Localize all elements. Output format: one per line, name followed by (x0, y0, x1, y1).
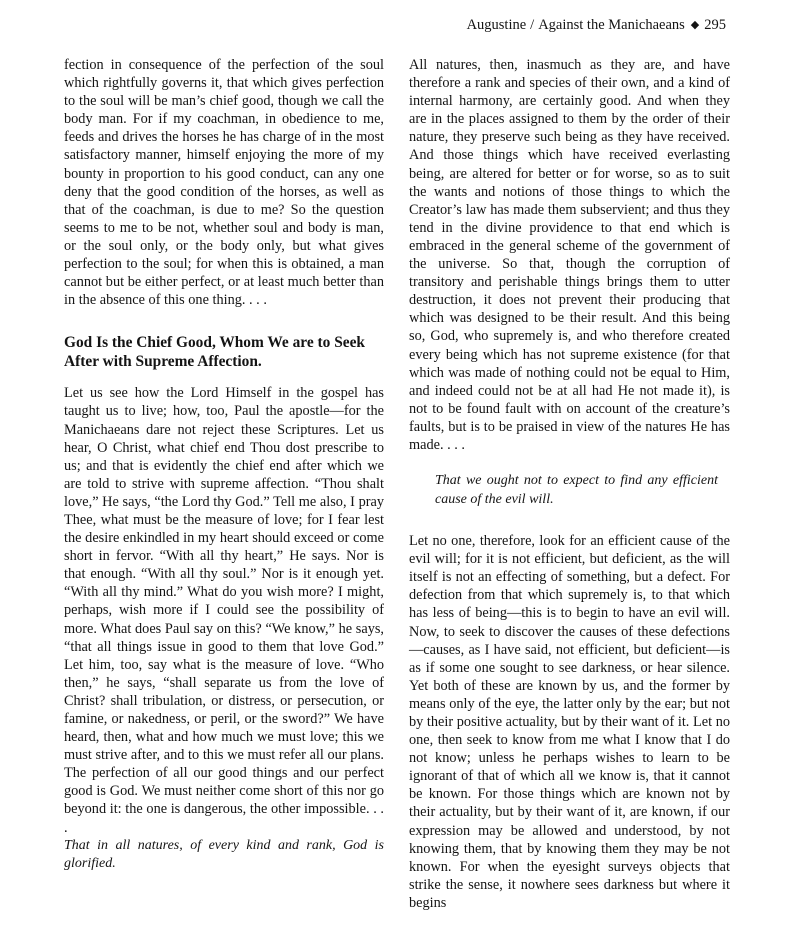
running-head-title: Against the Manichaeans (538, 17, 685, 33)
right-epigraph: That we ought not to expect to find any efficient cause of the evil will. (435, 473, 718, 507)
running-head (467, 17, 726, 34)
diamond-ornament-icon: ◆ (690, 19, 700, 31)
right-paragraph-2: Let no one, therefore, look for an efficient cause of the evil will; for it is not efficient, but deficient, as the will itself is not an effecting of something, but a defect. For defection from that which supremely is, to that which has less of being—this is to begin to have an evil will. Now, to seek to discover the causes of these defections—causes, as I have said, not efficient, but deficient—is as if some one sought to see darkness, or hear silence. Yet both of these are known by us, and the former by means only of the eye, the latter only by the ear; but not by their positive actuality, but by their want of it. Let no one, then seek to know from me what I know that I do not know; unless he perhaps wishes to learn to be ignorant of that of which all we know is, that it cannot be known. For those things which are known not by their actuality, but by their want of it, are known, if our expression may be allowed and understood, by not knowing them, that by knowing them they may be not known. For when the eyesight surveys objects that strike the sense, it nowhere sees darkness but where it begins (409, 533, 730, 911)
left-column (64, 56, 384, 874)
left-paragraph-2: Let us see how the Lord Himself in the gospel has taught us to live; how, too, Paul the apostle—for the Manichaeans dare not reject these Scriptures. Let us hear, O Christ, what chief end Thou dost prescribe to us; and that is evidently the chief end after which we are told to strive with supreme affection. “Thou shalt love,” He says, “the Lord thy God.” Tell me also, I pray Thee, what must be the measure of love; for I fear lest the desire enkindled in my heart should exceed or come short in fervor. “With all thy heart,” He says. Nor is that enough. “With all thy soul.” Nor is it enough yet. “With all thy mind.” What do you wish more? I might, perhaps, wish more if I could see the possibility of more. What does Paul say on this? “We know,” he says, “that all things issue in good to them that love God.” Let him, too, say what is the measure of love. “Who then,” he says, “shall separate us from the love of Christ? shall tribulation, or distress, or persecution, or famine, or nakedness, or peril, or the sword?” We have heard, then, what and how much we must love; this we must strive after, and to this we must refer all our plans. The perfection of all our good things and our perfect good is God. We must neither come short of this nor go beyond it: the one is dangerous, the other impossible. . . . (64, 385, 384, 836)
left-epigraph: That in all natures, of every kind and rank, God is glorified. (64, 837, 384, 872)
right-paragraph-1: All natures, then, inasmuch as they are, and have therefore a rank and species of their own, and a kind of internal harmony, are certainly good. And when they are in the places assigned to them by the order of their nature, they preserve such being as they have received. And those things which have received everlasting being, are altered for better or for worse, so as to suit the wants and notions of those things to which the Creator’s law has made them subservient; and thus they tend in the divine providence to that end which is embraced in the general scheme of the government of the universe. So that, though the corruption of transitory and perishable things brings them to utter destruction, it does not prevent their producing that which was designed to be their result. And this being so, God, who supremely is, and who therefore created every being which has not supreme existence (for that which was made of nothing could not be equal to Him, and indeed could not be at all had He not made it), is not to be found fault with on account of the creature’s faults, but is to be praised in view of the natures He has made. . . . (409, 57, 730, 453)
running-head-separator: / (530, 17, 535, 33)
section-heading: God Is the Chief Good, Whom We are to Seek After with Supreme Affection. (64, 334, 365, 371)
page-number: 295 (704, 17, 726, 33)
right-column (409, 56, 730, 912)
left-paragraph-1: fection in consequence of the perfection of the soul which rightfully governs it, that which gives perfection to the soul will be man’s chief good, though we call the body man. For if my coachman, in obedience to me, feeds and drives the horses he has charge of in the most satisfactory manner, himself enjoying the more of my bounty in proportion to his good conduct, can any one deny that the good condition of the horses, as well as that of the coachman, is due to me? So the question seems to me to be not, whether soul and body is man, or the soul only, or the body only, but what gives perfection to the soul; for when this is obtained, a man cannot but be either perfect, or at least much better than in the absence of this one thing. . . . (64, 57, 384, 309)
running-head-author: Augustine (466, 17, 527, 33)
